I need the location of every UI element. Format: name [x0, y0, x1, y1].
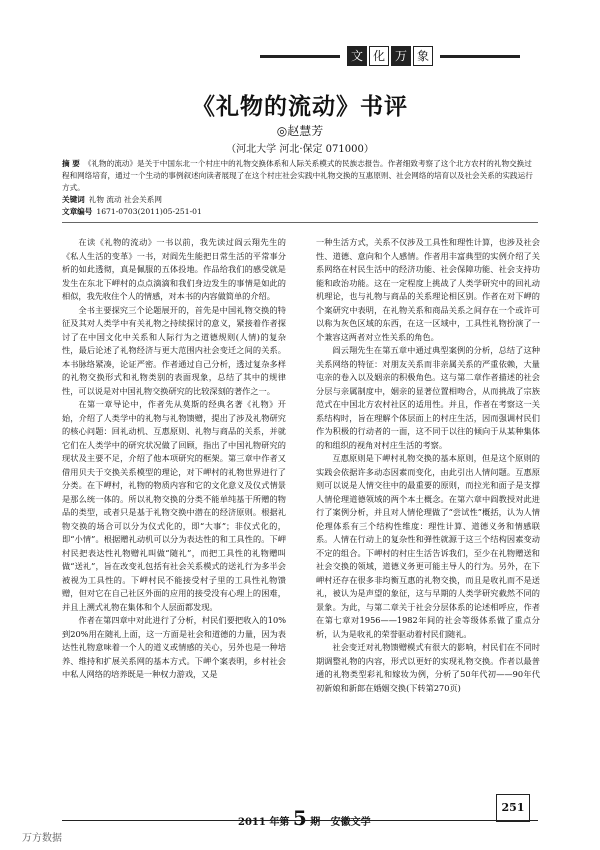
footer-rule	[62, 820, 538, 821]
banner-right-rule	[440, 55, 520, 58]
doc-number-line	[62, 206, 538, 218]
article-title: 《礼物的流动》书评	[192, 93, 408, 120]
body-paragraph: 互惠原则是下岬村礼物交换的基本原则，但是这个原则的实践会依据许多动态因素而变化，由此引出人情问题。互惠原则可以说是人情交往中的最重要的原则，而拉光和面子是支撑人情伦理道德领域的两个本土概念。在第六章中阎教授对此进行了案例分析，并且对人情伦理做了“尝试性”概括，认为人情伦理体系有三个结构性维度：理性计算、道德义务和情感联系。人情在行动上的复杂性和弹性就源于这三个结构因素变动不定的组合。下岬村的村庄生活告诉我们，至少在礼物赠送和社会交换的领域，道德义务更可能主导人的行为。另外，在下岬村还存在很多非均衡互惠的礼物交换，而且是收礼而不是送礼，被认为是声望的象征，这与早期的人类学研究截然不同的景象。为此，与第二章关于社会分层体系的论述相呼应，作者在第七章对1956——1982年间的社会等级体系做了重点分析，认为是收礼的荣誉驱动着村民们随礼。	[316, 453, 540, 639]
body-paragraph: 作者在第四章中对此进行了分析，村民们要把收入的10%到20%用在随礼上面，这一方面是社会和道德的力量，因为表达性礼物意味着一个人的道义或情感的关心，另外也是一种培养、维持和扩展关系网的基本方式。下岬个案表明，乡村社会中私人网络的培养既是一种权力游戏，又是	[62, 615, 286, 679]
issue-year: 2011	[238, 817, 266, 828]
abstract-paragraph	[62, 158, 538, 194]
abstract-block	[62, 158, 538, 218]
left-text-column	[62, 236, 286, 682]
right-text-column	[316, 236, 540, 695]
abstract-divider	[62, 222, 538, 223]
article-author: ◎赵慧芳	[276, 124, 324, 138]
page-number: 251	[496, 794, 530, 822]
source-watermark: 万方数据	[22, 833, 62, 844]
body-paragraph: 一种生活方式，关系不仅涉及工具性和理性计算，也涉及社会性、道德、意向和个人感情。作者用丰富典型的实例介绍了关系网络在村民生活中的经济功能、社会保障功能、社会支持功能和政治功能。这在一定程度上挑战了人类学研究中的回礼动机理论，也与礼物与商品的关系理论相区别。作者在对下岬的个案研究中表明，在礼物关系和商品关系之间存在一个或许可以称为灰色区域的东西，在这一区域中，工具性礼物扮演了一个兼容这两者对立性关系的角色。	[316, 237, 540, 342]
banner-char: 文	[347, 46, 367, 66]
keywords-label: 关键词	[62, 195, 85, 204]
body-paragraph: 在第一章导论中，作者先从莫斯的经典名著《礼物》开始，介绍了人类学中的礼物与礼物馈赠，提出了涉及礼物研究的核心问题：回礼动机、互惠原则、礼物与商品的关系，并就它们在人类学中的研究状况做了回顾，指出了中国礼物研究的现状及主要不足，介绍了他本项研究的框架。第三章中作者又借用贝夫于交换关系模型的理论，对下岬村的礼物世界进行了分类。在下岬村，礼物的物质内容和它的文化意义及仪式情景是那么统一体的。所以礼物交换的分类不能单纯基于所赠的物品的类型，或者只是基于礼物交换中潜在的经济原则。根据礼物交换的场合可以分为仪式化的，即“大事”；非仪式化的，即“小情”。根据赠礼动机可以分为表达性的和工具性的。下岬村民把表达性礼物赠礼叫做“随礼”，而把工具性的礼物赠叫做“送礼”，旨在改变礼包括有社会关系模式的送礼行为多半会被视为工具性的。下岬村民不能接受村子里的工具性礼物馈赠，但对它在自己社区外面的应用的接受没有心理上的困难，并且上溯式礼物在集体和个人层面都发现。	[62, 399, 286, 612]
journal-name: 安徽文学	[330, 817, 371, 828]
issue-info	[238, 806, 371, 830]
doc-number-text: 1671-0703(2011)05-251-01	[96, 207, 202, 216]
banner-char: 万	[391, 46, 411, 66]
keywords-line	[62, 194, 538, 206]
banner-char-group	[346, 46, 434, 66]
body-paragraph: 社会变迁对礼物馈赠模式有很大的影响，村民们在不同时期调整礼物的内容，形式以更好的实现礼物交换。作者以最普通的礼物类型彩礼和嫁妆为例，分析了50年代初——90年代初新娘和新郎在婚姻交换(下转第270页)	[316, 642, 540, 693]
abstract-label: 摘 要	[62, 159, 80, 168]
body-paragraph: 在读《礼物的流动》一书以前，我先读过阎云翔先生的《私人生活的变革》一书，对阎先生能把日常生活的平常事分析的如此透彻，真是佩服的五体投地。作品给我们的感受就是发生在东北下岬村的点点滴滴和我们身边发生的事情是如此的相似，我先收住个人的情感，对本书的内容做简单的介绍。	[62, 237, 286, 301]
body-paragraph: 全书主要探究三个论题展开的，首先是中国礼物交换的特征及其对人类学中有关礼物之持续探讨的意义，紧接着作者探讨了在中国文化中关系和人际行为之道德规则(人情)的复杂性，最后论述了礼物经济与更大范围内社会变迁之间的关系。本书脉络紧凑，论证严密。作者通过自己分析，透过复杂多样的礼物交换形式和礼物类别的表面现象，总结了其中的规律性，可以说是对中国礼物交换研究的比较深刻的著作之一。	[62, 304, 286, 396]
banner-left-rule	[260, 55, 340, 58]
banner-char: 化	[369, 46, 389, 66]
issue-suffix: 期	[310, 817, 321, 828]
keywords-text: 礼物 流动 社会关系网	[88, 195, 162, 204]
abstract-text: 《礼物的流动》是关于中国东北一个村庄中的礼物交换体系和人际关系模式的民族志报告。作者细致考察了这个北方农村的礼物交换过程和网络培育，通过一个生动的事例叙述向读者展现了在这个村庄社会实践中礼物交换的互惠原则、社会网络的培育以及社会关系的实践运行方式。	[62, 159, 533, 192]
doc-number-label: 文章编号	[62, 207, 93, 216]
issue-year-suffix: 年第	[269, 817, 290, 828]
section-banner	[260, 46, 520, 66]
body-paragraph: 阎云翔先生在第五章中通过典型案例的分析，总结了这种关系网络的特征：对朋友关系而非亲属关系的严重依赖，大量屯亲的卷入以及姻亲的积极角色。这与第二章作者描述的社会分层与亲属制度中，姻亲的显著位置相吻合，从而挑战了宗族范式在中国北方农村社区的适用性。并且，作者在考察这一关系结构时，旨在理解个体层面上的村庄生活，因而强调村民们作为积极的行动者的一面，这不同于以往的倾向于从某种集体的和组织的视角对村庄生活的考察。	[316, 345, 540, 450]
issue-number: 5	[292, 806, 307, 830]
banner-char: 象	[413, 46, 433, 66]
author-affiliation: （河北大学 河北·保定 071000）	[226, 144, 374, 155]
